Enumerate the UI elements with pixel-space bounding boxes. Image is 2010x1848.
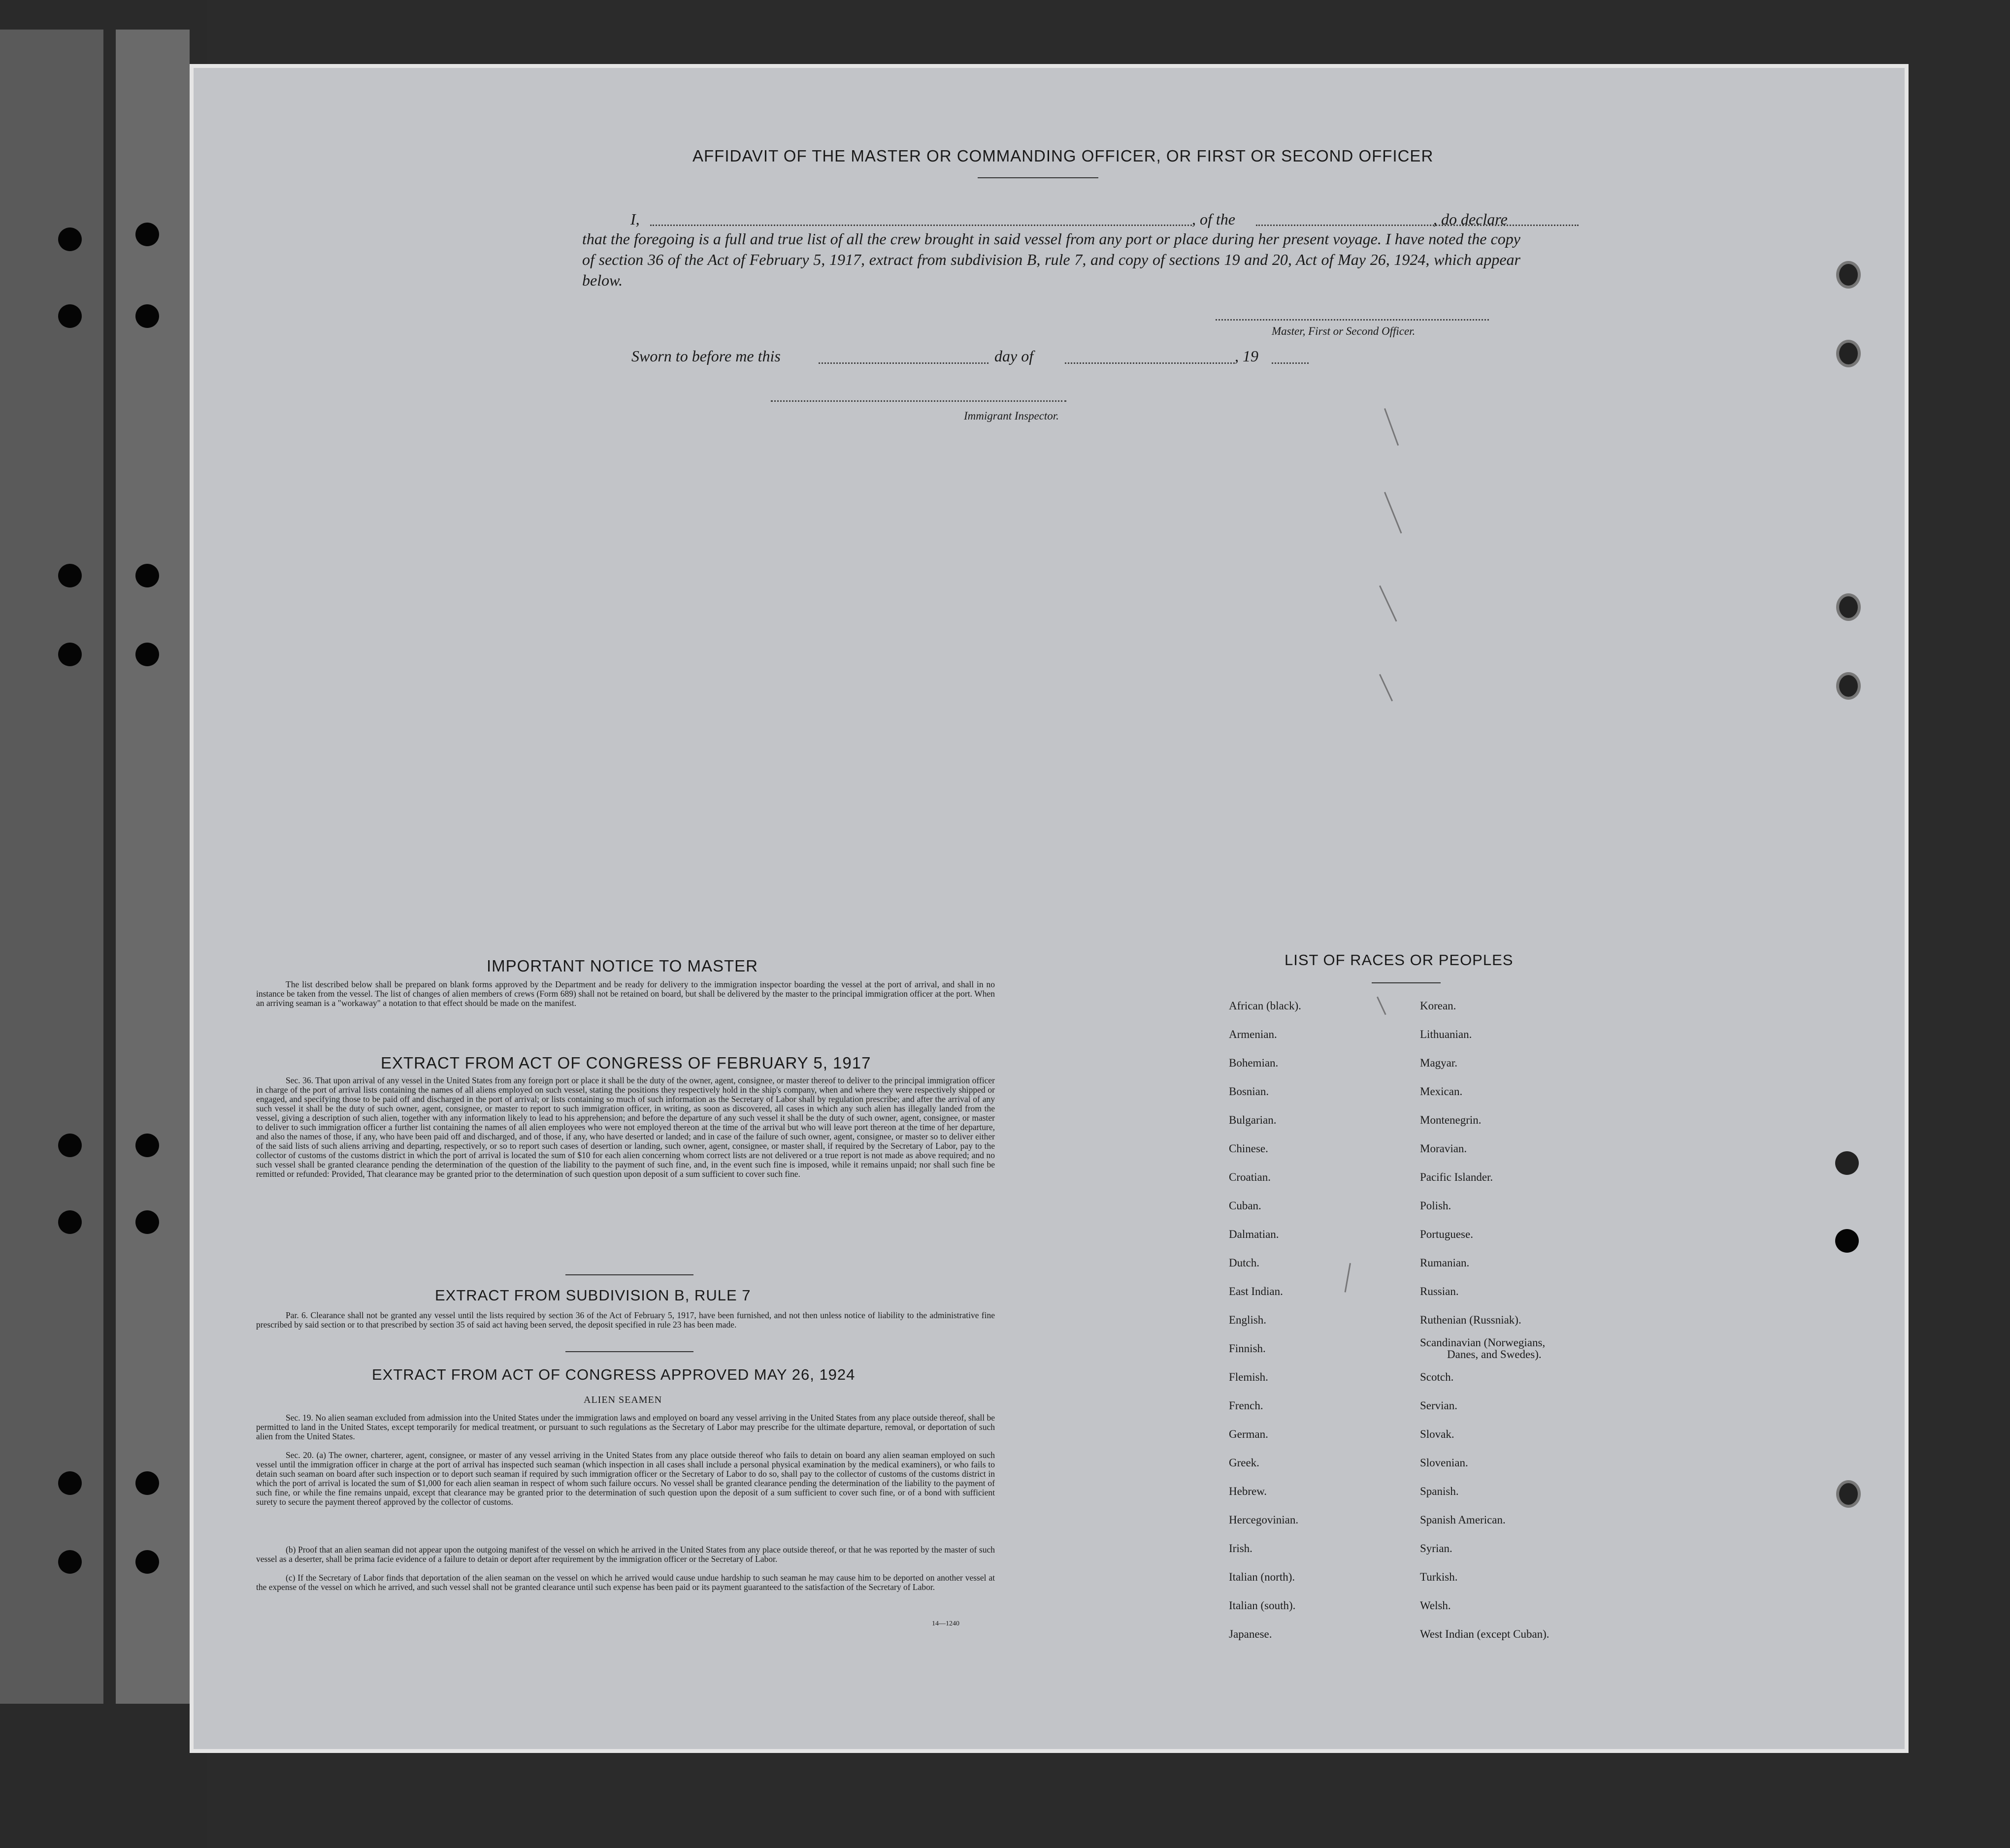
affidavit-declare-label: , do declare xyxy=(1433,210,1508,228)
punch-hole xyxy=(58,1471,82,1495)
sec19-body: Sec. 19. No alien seaman excluded from admission into the United States under the immigration laws and employed on board any vessel arriving in the United States from any place outside thereof, shall be permitted to land in the United States, except temporarily for medical treatment, or pursuant to such regulations as the Secretary of Labor may prescribe for the ultimate departure, removal, or deportation of such alien from the United States. xyxy=(256,1413,995,1441)
race-item: Italian (north). xyxy=(1229,1571,1295,1583)
race-item: West Indian (except Cuban). xyxy=(1420,1628,1549,1640)
race-item: African (black). xyxy=(1229,1000,1301,1012)
race-item: Scandinavian (Norwegians, xyxy=(1420,1336,1546,1349)
section-divider xyxy=(565,1351,693,1352)
punch-hole xyxy=(1836,672,1861,700)
race-item: Chinese. xyxy=(1229,1142,1268,1155)
races-title-underline xyxy=(1372,982,1441,983)
race-item: Armenian. xyxy=(1229,1028,1277,1040)
race-item: Lithuanian. xyxy=(1420,1028,1472,1040)
race-item: Pacific Islander. xyxy=(1420,1171,1493,1183)
punch-hole xyxy=(58,1210,82,1234)
race-item: Bosnian. xyxy=(1229,1085,1269,1098)
race-item: Polish. xyxy=(1420,1200,1451,1212)
affidavit-of-the-label: , of the xyxy=(1192,210,1235,228)
punch-hole xyxy=(135,1210,159,1234)
race-item: Dutch. xyxy=(1229,1257,1259,1269)
punch-hole xyxy=(1835,1151,1859,1175)
punch-hole xyxy=(1835,1229,1859,1253)
punch-hole xyxy=(58,643,82,666)
sworn-line xyxy=(631,346,1321,367)
inspector-label: Immigrant Inspector. xyxy=(964,410,1059,422)
race-item: Moravian. xyxy=(1420,1142,1467,1155)
race-item: Japanese. xyxy=(1229,1628,1272,1640)
race-item: Irish. xyxy=(1229,1542,1252,1555)
inspector-signature-line[interactable] xyxy=(771,400,1066,402)
notice-body: The list described below shall be prepared on blank forms approved by the Department and be ready for delivery to the immigration inspector boarding the vessel at the port of arrival, and shall in no instance be taken from the vessel. The list of changes of alien members of crews (Form 689) shall not be retained on board, but shall be delivered by the master to the principal immigration officer at the port. When an arriving seaman is a "workaway" a notation to that effect should be made on the manifest. xyxy=(256,979,995,1008)
race-item: Finnish. xyxy=(1229,1342,1266,1355)
subdivision-b-body: Par. 6. Clearance shall not be granted any vessel until the lists required by section 36 of the Act of February 5, 1917, have been furnished, and not then unless notice of liability to the administrative fine prescribed by said section or to that prescribed by section 35 of said act having been served, the deposit specified in rule 23 has been made. xyxy=(256,1310,995,1329)
race-item: Hebrew. xyxy=(1229,1485,1267,1497)
punch-hole xyxy=(135,223,159,246)
extract-1917-title: EXTRACT FROM ACT OF CONGRESS OF FEBRUARY 5, 1917 xyxy=(381,1054,871,1072)
affidavit-title: AFFIDAVIT OF THE MASTER OR COMMANDING OFFICER, OR FIRST OR SECOND OFFICER xyxy=(692,147,1434,165)
punch-hole xyxy=(58,564,82,587)
sworn-month-blank[interactable] xyxy=(1065,362,1235,364)
punch-hole xyxy=(135,1134,159,1157)
races-title: LIST OF RACES OR PEOPLES xyxy=(1285,951,1514,969)
race-item: German. xyxy=(1229,1428,1268,1440)
form-number: 14—1240 xyxy=(932,1620,959,1627)
name-blank[interactable] xyxy=(650,225,1192,226)
race-item: Dalmatian. xyxy=(1229,1228,1279,1240)
race-item: Hercegovinian. xyxy=(1229,1514,1299,1526)
race-item: Rumanian. xyxy=(1420,1257,1470,1269)
race-item: Slovak. xyxy=(1420,1428,1454,1440)
affidavit-body: that the foregoing is a full and true list of all the crew brought in said vessel from any port or place during her present voyage. I have noted the copy of section 36 of the Act of February 5, 1917, extract from subdivision B, rule 7, and copy of sections 19 and 20, Act of May 26, 1924, which appear below. xyxy=(582,230,1520,289)
race-item: Spanish American. xyxy=(1420,1514,1506,1526)
extract-1924-subtitle: ALIEN SEAMEN xyxy=(584,1394,662,1405)
vessel-blank[interactable] xyxy=(1256,225,1579,226)
race-item: Syrian. xyxy=(1420,1542,1452,1555)
sworn-day-label: day of xyxy=(994,347,1034,365)
race-item: Spanish. xyxy=(1420,1485,1459,1497)
race-item: Ruthenian (Russniak). xyxy=(1420,1314,1521,1326)
race-item: East Indian. xyxy=(1229,1285,1283,1297)
race-item: Bohemian. xyxy=(1229,1057,1279,1069)
punch-hole xyxy=(135,564,159,587)
punch-hole xyxy=(1836,1480,1861,1508)
race-item: Bulgarian. xyxy=(1229,1114,1277,1126)
title-underline xyxy=(978,177,1098,178)
race-item: Turkish. xyxy=(1420,1571,1458,1583)
race-item: English. xyxy=(1229,1314,1267,1326)
punch-hole xyxy=(1836,261,1861,289)
race-item: Croatian. xyxy=(1229,1171,1271,1183)
race-item: Welsh. xyxy=(1420,1599,1451,1612)
race-item: Italian (south). xyxy=(1229,1599,1296,1612)
affidavit-i-label: I, xyxy=(630,210,640,228)
sec20a-body: Sec. 20. (a) The owner, charterer, agent, consignee, or master of any vessel arriving in the United States from any place outside thereof who fails to detain on board any alien seaman employed on such vessel until the immigration officer in charge at the port of arrival has inspected such seaman (which inspection in all cases shall include a personal physical examination by the medical examiners), or who fails to detain such seaman on board after such inspection or to deport such seaman if required by such immigration officer or the Secretary of Labor to do so, shall pay to the collector of customs of the customs district in which the port of arrival is located the sum of $1,000 for each alien seaman in respect of whom such failure occurs. No vessel shall be granted clearance pending the determination of the liability to the payment of such fine, or while the fine remains unpaid, except that clearance may be granted prior to the determination of such question upon the deposit of a sum sufficient to cover such fine, or of a bond with sufficient surety to secure the payment thereof approved by the collector of customs. xyxy=(256,1450,995,1507)
punch-hole xyxy=(135,1550,159,1574)
master-signature-line[interactable] xyxy=(1216,319,1489,321)
race-item: Mexican. xyxy=(1420,1085,1463,1098)
sworn-year-label: , 19 xyxy=(1235,347,1258,365)
race-item: Russian. xyxy=(1420,1285,1459,1297)
sec20b-body: (b) Proof that an alien seaman did not appear upon the outgoing manifest of the vessel on which he arrived in the United States from any place outside thereof, or that he was reported by the master of such vessel as a deserter, shall be prima facie evidence of a failure to detain or deport after requirement by the immigration officer or the Secretary of Labor. xyxy=(256,1545,995,1564)
sworn-day-blank[interactable] xyxy=(819,362,989,364)
race-item: French. xyxy=(1229,1399,1263,1412)
race-item: Korean. xyxy=(1420,1000,1456,1012)
race-item-continuation: Danes, and Swedes). xyxy=(1447,1348,1542,1361)
extract-1924-title: EXTRACT FROM ACT OF CONGRESS APPROVED MAY 26, 1924 xyxy=(372,1366,856,1383)
binder-strip xyxy=(0,30,103,1704)
binder-strip-inner xyxy=(116,30,190,1704)
sworn-prefix: Sworn to before me this xyxy=(631,347,781,365)
punch-hole xyxy=(58,1550,82,1574)
sec20c-body: (c) If the Secretary of Labor finds that deportation of the alien seaman on the vessel on which he arrived would cause undue hardship to such seaman he may cause him to be deported on another vessel at the expense of the vessel on which he arrived, and such vessel shall not be granted clearance until such expense has been paid or its payment guaranteed to the satisfaction of the Secretary of Labor. xyxy=(256,1573,995,1592)
notice-title: IMPORTANT NOTICE TO MASTER xyxy=(487,957,758,975)
sworn-year-blank[interactable] xyxy=(1272,362,1309,364)
section-divider xyxy=(565,1274,693,1275)
race-item: Cuban. xyxy=(1229,1200,1261,1212)
punch-hole xyxy=(135,643,159,666)
punch-hole xyxy=(58,1134,82,1157)
race-item: Magyar. xyxy=(1420,1057,1458,1069)
punch-hole xyxy=(58,304,82,328)
race-item: Montenegrin. xyxy=(1420,1114,1482,1126)
punch-hole xyxy=(1836,340,1861,367)
race-item: Flemish. xyxy=(1229,1371,1268,1383)
punch-hole xyxy=(135,1471,159,1495)
race-item: Greek. xyxy=(1229,1457,1259,1469)
extract-1917-body: Sec. 36. That upon arrival of any vessel in the United States from any foreign port or place it shall be the duty of the owner, agent, consignee, or master thereof to deliver to the principal immigration officer in charge of the port of arrival lists containing the names of all aliens employed on such vessel, stating the positions they respectively hold in the ship's company, when and where they were respectively shipped or engaged, and specifying those to be paid off and discharged in the port of arrival; or lists containing so much of such information as the Secretary of Labor shall by regulation prescribe; and after the arrival of any such vessel it shall be the duty of such owner, agent, consignee, or master to report to such immigration officer, in writing, as soon as discovered, all cases in which any such alien has illegally landed from the vessel, giving a description of such alien, together with any information likely to lead to his apprehension; and before the departure of any such vessel it shall be the duty of such owner, agent, consignee, or master to deliver to such immigration officer a further list containing the names of all alien employees who were not employed thereon at the time of the arrival but who will leave port thereon at the time of her departure, and also the names of those, if any, who have been paid off and discharged, and of those, if any, who have deserted or landed; and in case of the failure of such owner, agent, consignee, or master so to deliver either of the said lists of such aliens arriving and departing, respectively, or so to report such cases of desertion or landing, such owner, agent, consignee, or master shall, if required by the Secretary of Labor, pay to the collector of customs of the customs district in which the port of arrival is located the sum of $10 for each alien concerning whom correct lists are not delivered or a true report is not made as above required; and no such vessel shall be granted clearance pending the determination of the question of the liability to the payment of such fine, and, in the event such fine is imposed, while it remains unpaid; nor shall such fine be remitted or refunded: Provided, That clearance may be granted prior to the determination of such question upon deposit of a sum sufficient to cover such fine. xyxy=(256,1075,995,1179)
race-item: Servian. xyxy=(1420,1399,1458,1412)
race-item: Portuguese. xyxy=(1420,1228,1473,1240)
punch-hole xyxy=(135,304,159,328)
subdivision-b-title: EXTRACT FROM SUBDIVISION B, RULE 7 xyxy=(435,1287,751,1304)
race-item: Slovenian. xyxy=(1420,1457,1468,1469)
race-item: Scotch. xyxy=(1420,1371,1454,1383)
master-signature-label: Master, First or Second Officer. xyxy=(1272,325,1416,337)
punch-hole xyxy=(58,227,82,251)
affidavit-name-line xyxy=(630,209,1522,230)
punch-hole xyxy=(1836,593,1861,621)
